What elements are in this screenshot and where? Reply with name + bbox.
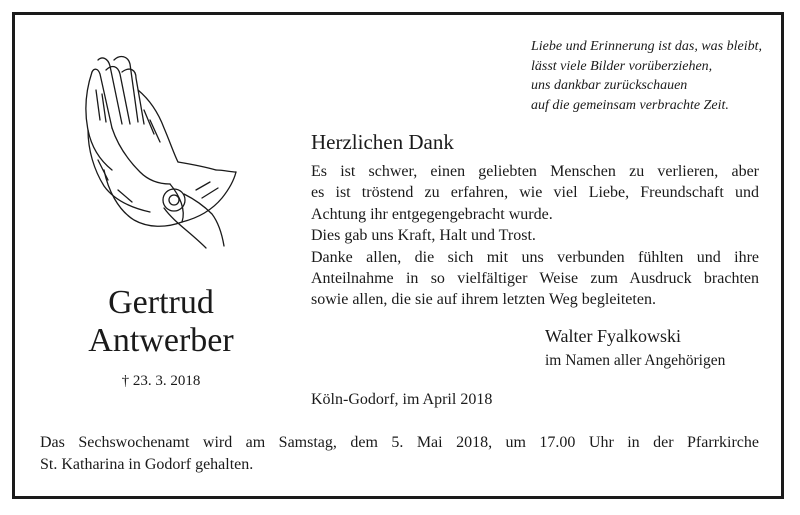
body-line: Danke allen, die sich mit uns verbunden fühlten und ihre: [311, 248, 759, 266]
service-line: Das Sechswochenamt wird am Samstag, dem 5. Mai 2018, um 17.00 Uhr in der Pfarrkirche: [40, 434, 759, 451]
deceased-last-name: Antwerber: [88, 322, 234, 359]
poem-line: uns dankbar zurückschauen: [531, 78, 688, 93]
signer-name: Walter Fyalkowski: [545, 326, 682, 346]
service-notice: [40, 432, 759, 476]
body-line: es ist tröstend zu erfahren, wie viel Liebe, Freundschaft und: [311, 184, 759, 202]
poem-line: auf die gemeinsam verbrachte Zeit.: [531, 97, 729, 113]
poem-line: lässt viele Bilder vorüberziehen,: [531, 58, 713, 74]
deceased-first-name: Gertrud: [108, 284, 214, 321]
praying-hands-icon: [78, 50, 248, 250]
place-and-date: Köln-Godorf, im April 2018: [311, 391, 493, 408]
body-line: sowie allen, die sie auf ihrem letzten Weg begleiteten.: [311, 291, 656, 309]
death-date: † 23. 3. 2018: [121, 373, 201, 389]
thanks-text: [311, 161, 759, 311]
body-line: Es ist schwer, einen geliebten Menschen zu verlieren, aber: [311, 163, 759, 180]
poem-line: Liebe und Erinnerung ist das, was bleibt,: [531, 39, 762, 54]
deceased-name: [38, 284, 284, 360]
service-line: St. Katharina in Godorf gehalten.: [40, 456, 254, 473]
body-line: Anteilnahme in so vielfältiger Weise zum Ausdruck brachten: [311, 270, 759, 288]
signer-subtitle: im Namen aller Angehörigen: [545, 352, 726, 369]
memorial-poem: [531, 37, 762, 115]
body-line: Dies gab uns Kraft, Halt und Trost.: [311, 227, 536, 245]
body-line: Achtung ihr entgegengebracht wurde.: [311, 205, 553, 223]
thanks-heading: Herzlichen Dank: [311, 130, 454, 154]
